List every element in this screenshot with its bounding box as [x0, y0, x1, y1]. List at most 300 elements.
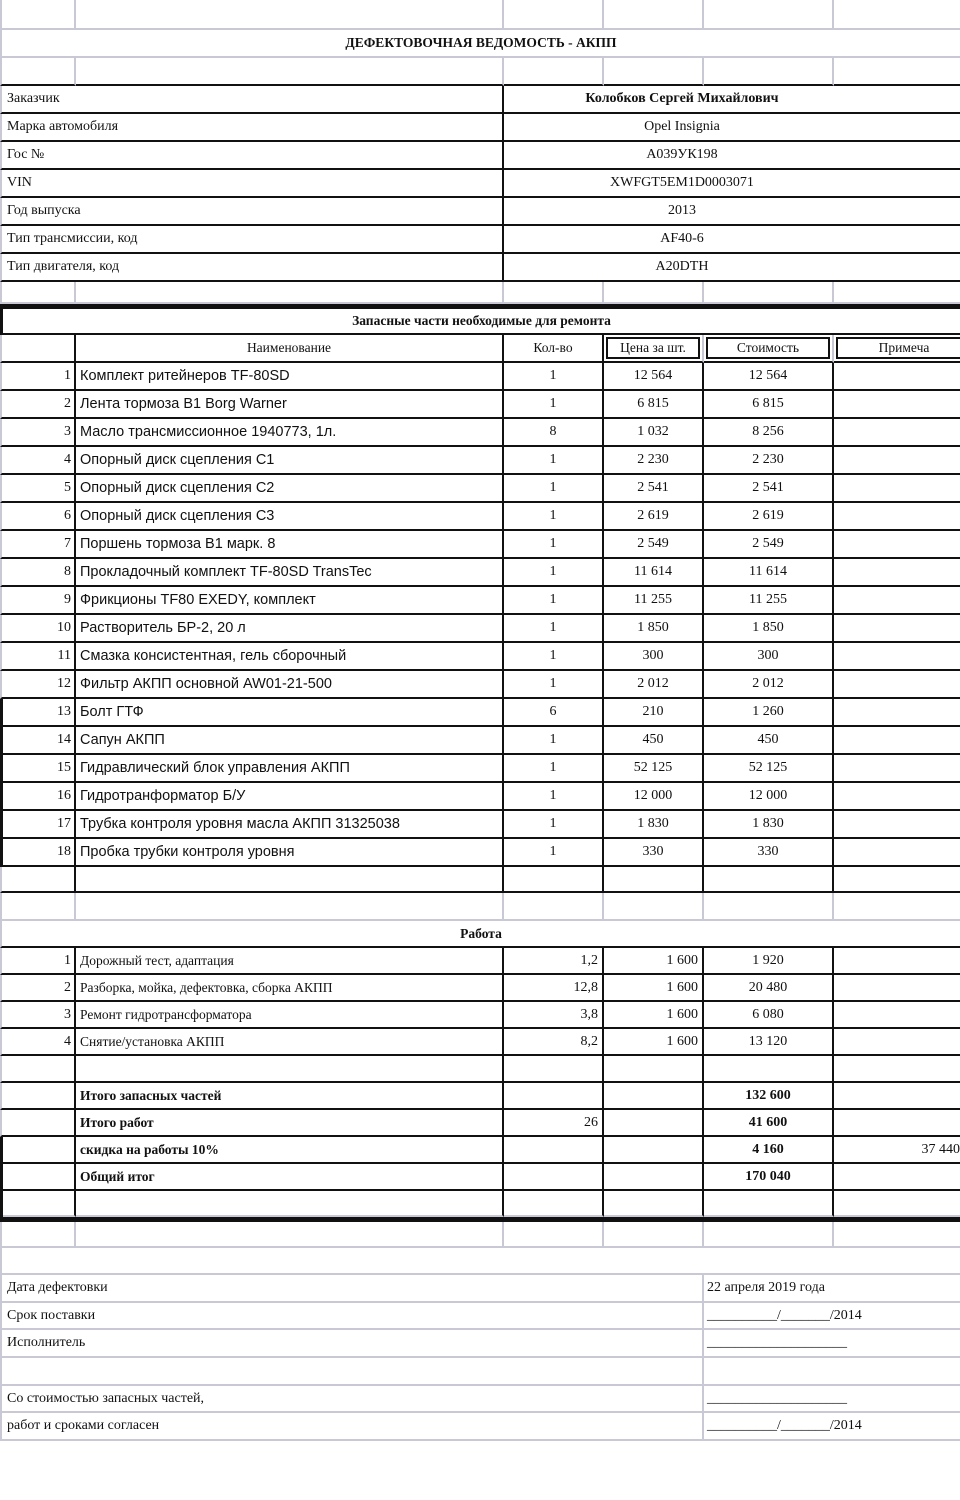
part-note [834, 783, 960, 811]
total-parts-value: 132 600 [704, 1083, 834, 1110]
work-note [834, 948, 960, 975]
part-qty: 1 [504, 811, 604, 839]
info-label: Год выпуска [0, 198, 504, 226]
row-number: 2 [0, 391, 76, 419]
grid-cell [604, 1164, 704, 1191]
row-number: 1 [0, 363, 76, 391]
table-row [0, 671, 960, 699]
info-row-year [0, 198, 960, 226]
empty-row [0, 867, 960, 893]
work-note [834, 1029, 960, 1056]
grid-cell [834, 867, 960, 893]
empty-row [0, 893, 960, 921]
grid-cell [834, 1110, 960, 1137]
work-cost: 13 120 [704, 1029, 834, 1056]
grid-cell [504, 893, 604, 921]
header-price [604, 335, 704, 363]
footer-delivery-row [0, 1303, 960, 1330]
grid-cell [604, 893, 704, 921]
table-row [0, 503, 960, 531]
grid-cell [604, 58, 704, 86]
empty-row [0, 282, 960, 304]
part-cost: 1 850 [704, 615, 834, 643]
part-name: Смазка консистентная, гель сборочный [76, 643, 504, 671]
grid-cell [604, 1222, 704, 1248]
part-name: Поршень тормоза В1 марк. 8 [76, 531, 504, 559]
part-qty: 1 [504, 783, 604, 811]
grand-total-label: Общий итог [76, 1164, 504, 1191]
row-number: 5 [0, 475, 76, 503]
part-name: Опорный диск сцепления С2 [76, 475, 504, 503]
row-number: 13 [0, 699, 76, 727]
row-number: 7 [0, 531, 76, 559]
grid-cell [76, 1222, 504, 1248]
info-value [504, 86, 960, 114]
grid-cell [834, 58, 960, 86]
work-hours: 12,8 [504, 975, 604, 1002]
work-title-row [0, 921, 960, 948]
part-qty: 1 [504, 475, 604, 503]
grid-cell [604, 282, 704, 304]
part-name: Опорный диск сцепления С3 [76, 503, 504, 531]
part-price: 2 541 [604, 475, 704, 503]
work-rate: 1 600 [604, 1002, 704, 1029]
empty-row [0, 0, 960, 30]
part-qty: 1 [504, 671, 604, 699]
work-rate: 1 600 [604, 975, 704, 1002]
info-row-plate [0, 142, 960, 170]
grid-cell [704, 1056, 834, 1083]
part-qty: 1 [504, 363, 604, 391]
grid-cell [0, 1222, 76, 1248]
part-price: 2 619 [604, 503, 704, 531]
table-row [0, 948, 960, 975]
footer-agree-row-2 [0, 1413, 960, 1441]
executor-signature: ____________________ [704, 1330, 960, 1358]
grid-cell [704, 0, 834, 30]
row-number: 2 [0, 975, 76, 1002]
grid-cell [604, 867, 704, 893]
grid-cell [704, 282, 834, 304]
work-note [834, 975, 960, 1002]
total-parts-row [0, 1083, 960, 1110]
part-note [834, 447, 960, 475]
discount-label: скидка на работы 10% [76, 1137, 504, 1164]
car-make: Opel Insignia [644, 119, 720, 134]
part-price: 1 830 [604, 811, 704, 839]
grid-cell [604, 1056, 704, 1083]
grid-cell [504, 867, 604, 893]
part-price: 1 850 [604, 615, 704, 643]
grid-cell [0, 58, 76, 86]
part-name: Пробка трубки контроля уровня [76, 839, 504, 867]
part-price: 330 [604, 839, 704, 867]
part-cost: 450 [704, 727, 834, 755]
grid-cell [704, 893, 834, 921]
row-number: 9 [0, 587, 76, 615]
grid-cell [834, 1083, 960, 1110]
part-cost: 2 541 [704, 475, 834, 503]
work-cost: 20 480 [704, 975, 834, 1002]
parts-section-title: Запасные части необходимые для ремонта [0, 309, 960, 335]
title-row [0, 30, 960, 58]
work-cost: 1 920 [704, 948, 834, 975]
table-row [0, 783, 960, 811]
part-cost: 12 000 [704, 783, 834, 811]
grid-cell [0, 1083, 76, 1110]
work-hours: 1,2 [504, 948, 604, 975]
info-label: Марка автомобиля [0, 114, 504, 142]
empty-row [0, 1056, 960, 1083]
grid-cell [834, 1222, 960, 1248]
work-hours: 3,8 [504, 1002, 604, 1029]
part-qty: 1 [504, 755, 604, 783]
grid-cell [604, 0, 704, 30]
work-name: Дорожный тест, адаптация [76, 948, 504, 975]
empty-row [0, 1248, 960, 1275]
part-price: 450 [604, 727, 704, 755]
part-name: Прокладочный комплект TF-80SD TransTec [76, 559, 504, 587]
work-name: Разборка, мойка, дефектовка, сборка АКПП [76, 975, 504, 1002]
table-row [0, 559, 960, 587]
total-work-row [0, 1110, 960, 1137]
info-value [504, 114, 960, 142]
part-note [834, 587, 960, 615]
grid-cell [0, 1110, 76, 1137]
discount-note: 37 440 [834, 1137, 960, 1164]
part-price: 2 230 [604, 447, 704, 475]
part-price: 6 815 [604, 391, 704, 419]
row-number: 17 [0, 811, 76, 839]
grid-cell [0, 1358, 704, 1386]
row-number: 6 [0, 503, 76, 531]
info-row-engine [0, 254, 960, 282]
row-number: 1 [0, 948, 76, 975]
grid-cell [0, 1137, 76, 1164]
agree-date: __________/_______/2014 [704, 1413, 960, 1441]
agree-signature: ____________________ [704, 1386, 960, 1413]
grid-cell [0, 893, 76, 921]
part-note [834, 391, 960, 419]
agree-text-1: Со стоимостью запасных частей, [0, 1386, 704, 1413]
executor-label: Исполнитель [0, 1330, 704, 1358]
footer-agree-row-1 [0, 1386, 960, 1413]
empty-row [0, 58, 960, 86]
grid-cell [504, 1164, 604, 1191]
table-row [0, 975, 960, 1002]
part-note [834, 615, 960, 643]
grid-cell [504, 1137, 604, 1164]
grid-cell [834, 1191, 960, 1217]
info-label: Тип двигателя, код [0, 254, 504, 282]
row-number: 8 [0, 559, 76, 587]
info-value [504, 170, 960, 198]
section-border [0, 699, 3, 867]
info-value [504, 254, 960, 282]
footer-executor-row [0, 1330, 960, 1358]
part-cost: 1 260 [704, 699, 834, 727]
part-cost: 1 830 [704, 811, 834, 839]
info-value [504, 198, 960, 226]
table-row [0, 1029, 960, 1056]
table-row [0, 839, 960, 867]
work-name: Снятие/установка АКПП [76, 1029, 504, 1056]
part-cost: 12 564 [704, 363, 834, 391]
document-title: ДЕФЕКТОВОЧНАЯ ВЕДОМОСТЬ - АКПП [0, 30, 960, 58]
grid-cell [0, 0, 76, 30]
row-number: 14 [0, 727, 76, 755]
row-number: 15 [0, 755, 76, 783]
header-note-box: Примеча [836, 337, 960, 359]
work-rate: 1 600 [604, 948, 704, 975]
customer-name: Колобков Сергей Михайлович [585, 91, 779, 106]
grand-total-value: 170 040 [704, 1164, 834, 1191]
part-note [834, 643, 960, 671]
part-name: Гидравлический блок управления АКПП [76, 755, 504, 783]
part-cost: 2 619 [704, 503, 834, 531]
grid-cell [76, 1191, 504, 1217]
part-cost: 11 614 [704, 559, 834, 587]
grid-cell [76, 0, 504, 30]
part-name: Болт ГТФ [76, 699, 504, 727]
part-name: Лента тормоза В1 Borg Warner [76, 391, 504, 419]
part-qty: 1 [504, 531, 604, 559]
total-parts-label: Итого запасных частей [76, 1083, 504, 1110]
part-qty: 1 [504, 643, 604, 671]
part-note [834, 531, 960, 559]
info-label: VIN [0, 170, 504, 198]
part-price: 11 255 [604, 587, 704, 615]
grid-cell [834, 1056, 960, 1083]
table-row [0, 419, 960, 447]
delivery-value: __________/_______/2014 [704, 1303, 960, 1330]
grid-cell [834, 0, 960, 30]
plate-number: А039УК198 [646, 147, 718, 162]
header-cost-box: Стоимость [706, 337, 830, 359]
grid-cell [704, 1191, 834, 1217]
grid-cell [504, 1191, 604, 1217]
table-row [0, 363, 960, 391]
part-price: 12 000 [604, 783, 704, 811]
grid-cell [704, 58, 834, 86]
part-note [834, 839, 960, 867]
date-label: Дата дефектовки [0, 1275, 704, 1303]
info-value [504, 142, 960, 170]
grid-cell [604, 1110, 704, 1137]
info-row-transmission [0, 226, 960, 254]
table-row [0, 475, 960, 503]
discount-row [0, 1137, 960, 1164]
part-price: 2 012 [604, 671, 704, 699]
header-price-box: Цена за шт. [606, 337, 700, 359]
part-qty: 1 [504, 587, 604, 615]
vin-number: XWFGT5EM1D0003071 [610, 175, 754, 190]
grid-cell [604, 1191, 704, 1217]
grid-cell [604, 1137, 704, 1164]
header-cost [704, 335, 834, 363]
part-cost: 300 [704, 643, 834, 671]
header-qty: Кол-во [504, 335, 604, 363]
engine-code: A20DTH [655, 259, 709, 274]
part-note [834, 811, 960, 839]
part-qty: 1 [504, 727, 604, 755]
delivery-label: Срок поставки [0, 1303, 704, 1330]
grid-cell [834, 282, 960, 304]
part-qty: 1 [504, 615, 604, 643]
part-cost: 8 256 [704, 419, 834, 447]
part-qty: 1 [504, 839, 604, 867]
grid-cell [504, 58, 604, 86]
part-note [834, 475, 960, 503]
table-row [0, 727, 960, 755]
total-work-label: Итого работ [76, 1110, 504, 1137]
grid-cell [704, 867, 834, 893]
row-number: 4 [0, 447, 76, 475]
agree-text-2: работ и сроками согласен [0, 1413, 704, 1441]
row-number: 16 [0, 783, 76, 811]
part-note [834, 503, 960, 531]
info-row-customer [0, 86, 960, 114]
part-cost: 2 549 [704, 531, 834, 559]
part-name: Трубка контроля уровня масла АКПП 31325038 [76, 811, 504, 839]
grid-cell [834, 893, 960, 921]
work-rate: 1 600 [604, 1029, 704, 1056]
part-qty: 6 [504, 699, 604, 727]
part-note [834, 727, 960, 755]
part-price: 11 614 [604, 559, 704, 587]
grid-cell [504, 0, 604, 30]
info-label: Заказчик [0, 86, 504, 114]
total-work-value: 41 600 [704, 1110, 834, 1137]
date-value: 22 апреля 2019 года [704, 1275, 960, 1303]
table-row [0, 531, 960, 559]
part-price: 1 032 [604, 419, 704, 447]
grid-cell [0, 867, 76, 893]
year: 2013 [668, 203, 696, 218]
table-row [0, 447, 960, 475]
part-note [834, 699, 960, 727]
part-name: Фильтр АКПП основной AW01-21-500 [76, 671, 504, 699]
work-hours: 8,2 [504, 1029, 604, 1056]
table-row [0, 615, 960, 643]
grid-cell [834, 1164, 960, 1191]
part-note [834, 559, 960, 587]
part-name: Растворитель БР-2, 20 л [76, 615, 504, 643]
part-cost: 6 815 [704, 391, 834, 419]
info-row-vin [0, 170, 960, 198]
part-note [834, 419, 960, 447]
work-name: Ремонт гидротрансформатора [76, 1002, 504, 1029]
grid-cell [704, 1358, 960, 1386]
part-name: Комплект ритейнеров TF-80SD [76, 363, 504, 391]
part-qty: 8 [504, 419, 604, 447]
part-name: Опорный диск сцепления С1 [76, 447, 504, 475]
part-price: 12 564 [604, 363, 704, 391]
info-value [504, 226, 960, 254]
grid-cell [76, 282, 504, 304]
part-note [834, 363, 960, 391]
part-name: Масло трансмиссионное 1940773, 1л. [76, 419, 504, 447]
part-price: 52 125 [604, 755, 704, 783]
grid-cell [0, 1191, 76, 1217]
part-note [834, 755, 960, 783]
transmission-code: AF40-6 [660, 231, 704, 246]
part-price: 210 [604, 699, 704, 727]
grid-cell [704, 1222, 834, 1248]
part-note [834, 671, 960, 699]
part-price: 300 [604, 643, 704, 671]
info-label: Гос № [0, 142, 504, 170]
grid-cell [0, 335, 76, 363]
table-row [0, 643, 960, 671]
row-number: 3 [0, 1002, 76, 1029]
empty-row [0, 1358, 960, 1386]
table-row [0, 699, 960, 727]
part-name: Фрикционы TF80 EXEDY, комплект [76, 587, 504, 615]
part-cost: 11 255 [704, 587, 834, 615]
table-row [0, 1002, 960, 1029]
grid-cell [504, 1056, 604, 1083]
row-number: 12 [0, 671, 76, 699]
work-cost: 6 080 [704, 1002, 834, 1029]
part-cost: 2 230 [704, 447, 834, 475]
grid-cell [0, 1164, 76, 1191]
row-number: 11 [0, 643, 76, 671]
grid-cell [76, 1056, 504, 1083]
parts-title-row [0, 309, 960, 335]
part-price: 2 549 [604, 531, 704, 559]
grid-cell [504, 282, 604, 304]
row-number: 10 [0, 615, 76, 643]
part-cost: 330 [704, 839, 834, 867]
table-row [0, 755, 960, 783]
header-note [834, 335, 960, 363]
row-number: 3 [0, 419, 76, 447]
table-row [0, 811, 960, 839]
part-cost: 52 125 [704, 755, 834, 783]
grid-cell [76, 867, 504, 893]
part-qty: 1 [504, 447, 604, 475]
info-row-make [0, 114, 960, 142]
grid-cell [76, 58, 504, 86]
grid-cell [76, 893, 504, 921]
parts-header-row [0, 335, 960, 363]
header-name: Наименование [76, 335, 504, 363]
discount-value: 4 160 [704, 1137, 834, 1164]
part-name: Сапун АКПП [76, 727, 504, 755]
grid-cell [604, 1083, 704, 1110]
grid-cell [504, 1222, 604, 1248]
row-number: 4 [0, 1029, 76, 1056]
grand-total-row [0, 1164, 960, 1191]
total-work-hours: 26 [504, 1110, 604, 1137]
row-number: 18 [0, 839, 76, 867]
footer-date-row [0, 1275, 960, 1303]
part-qty: 1 [504, 391, 604, 419]
table-row [0, 391, 960, 419]
part-qty: 1 [504, 503, 604, 531]
work-section-title: Работа [0, 921, 960, 948]
grid-cell [0, 1056, 76, 1083]
empty-row [0, 1222, 960, 1248]
table-row [0, 587, 960, 615]
part-name: Гидротранформатор Б/У [76, 783, 504, 811]
grid-cell [0, 1248, 960, 1275]
section-border [0, 1137, 3, 1217]
work-note [834, 1002, 960, 1029]
info-label: Тип трансмиссии, код [0, 226, 504, 254]
grid-cell [504, 1083, 604, 1110]
